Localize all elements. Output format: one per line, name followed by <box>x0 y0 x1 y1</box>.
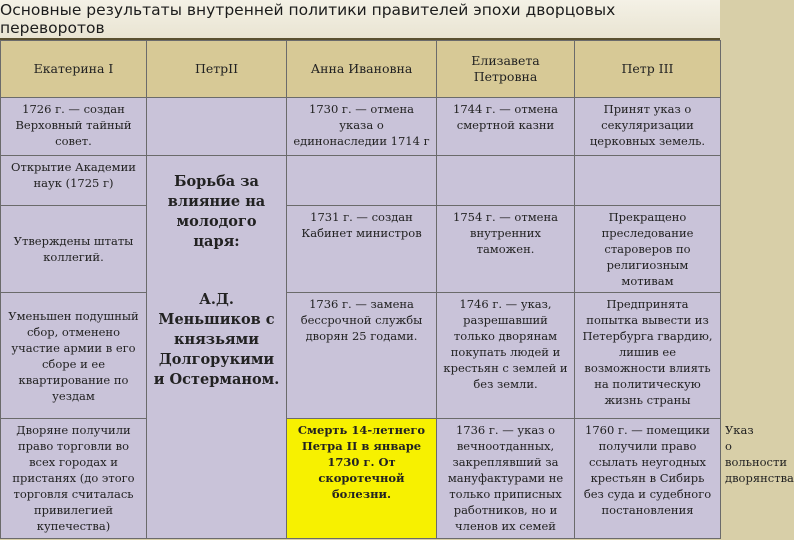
table-row <box>1 293 721 419</box>
table-row <box>1 98 721 156</box>
cell-petr2-merged <box>147 156 287 539</box>
header-petr3: Петр III <box>575 41 721 98</box>
cell-anna: 1730 г. — отмена указа о единонаследии 1714 г <box>287 98 437 156</box>
cell-petr2-death: Смерть 14-летнего Петра II в январе 1730 г. От скоротечной болезни. <box>287 419 437 539</box>
cell-elizaveta: 1760 г. — помещики получили право ссылать неугодных крестьян в Сибирь без суда и судебного постановления <box>575 419 721 539</box>
petr2-menshikov-text: А.Д. Меньшиков с князьями Долгорукими и Остерманом. <box>153 291 280 388</box>
cell-ekaterina: Открытие Академии наук (1725 г) <box>1 156 147 206</box>
results-table <box>0 40 794 539</box>
cell-anna-empty <box>287 156 437 206</box>
header-petr2: ПетрII <box>147 41 287 98</box>
cell-anna: 1736 г. — замена бессрочной службы дворян 25 годами. <box>287 293 437 419</box>
table-row: Дворяне получили право торговли во всех городах и пристанях (до этого торговля считалась привилегией купечества) Смерть 14-летнего Петра II в январе 1730 г. От скоротечной болезни. 1736 г. — указ о вечноотданных, закреплявший за мануфактурами не только приписных работников, но и членов их семей 1760 г. — помещики получили право ссылать неугодных крестьян в Сибирь без суда и судебного постановления Указ о вольности дворянства <box>1 419 721 539</box>
table-row <box>1 156 721 206</box>
cell-anna: 1731 г. — создан Кабинет министров <box>287 206 437 293</box>
page-title: Основные результаты внутренней политики правителей эпохи дворцовых переворотов <box>0 0 720 40</box>
cell-petr2-empty <box>147 98 287 156</box>
cell-anna: 1736 г. — указ о вечноотданных, закреплявший за мануфактурами не только приписных работников, но и членов их семей <box>437 419 575 539</box>
cell-ekaterina: Утверждены штаты коллегий. <box>1 206 147 293</box>
header-row <box>1 41 721 98</box>
cell-elizaveta: 1744 г. — отмена смертной казни <box>437 98 575 156</box>
header-anna: Анна Ивановна <box>287 41 437 98</box>
header-ekaterina: Екатерина I <box>1 41 147 98</box>
table-row <box>1 206 721 293</box>
cell-petr3: Принят указ о секуляризации церковных земель. <box>575 98 721 156</box>
cell-petr3: Предпринята попытка вывести из Петербурга гвардию, лишив ее возможности влиять на политическую жизнь страны <box>575 293 721 419</box>
header-elizaveta: Елизавета Петровна <box>437 41 575 98</box>
cell-petr3-empty <box>575 156 721 206</box>
cell-petr3: Прекращено преследование староверов по религиозным мотивам <box>575 206 721 293</box>
cell-elizaveta-empty <box>437 156 575 206</box>
cell-elizaveta: 1746 г. — указ, разрешавший только дворянам покупать людей и крестьян с землей и без земли. <box>437 293 575 419</box>
cell-elizaveta: 1754 г. — отмена внутренних таможен. <box>437 206 575 293</box>
petr2-struggle-text: Борьба за влияние на молодого царя: <box>167 173 266 250</box>
results-table-container <box>0 40 794 540</box>
cell-ekaterina: Дворяне получили право торговли во всех городах и пристанях (до этого торговля считалась привилегией купечества) <box>1 419 147 539</box>
cell-ekaterina: 1726 г. — создан Верховный тайный совет. <box>1 98 147 156</box>
cell-ekaterina: Уменьшен подушный сбор, отменено участие армии в его сборе и ее квартирование по уездам <box>1 293 147 419</box>
